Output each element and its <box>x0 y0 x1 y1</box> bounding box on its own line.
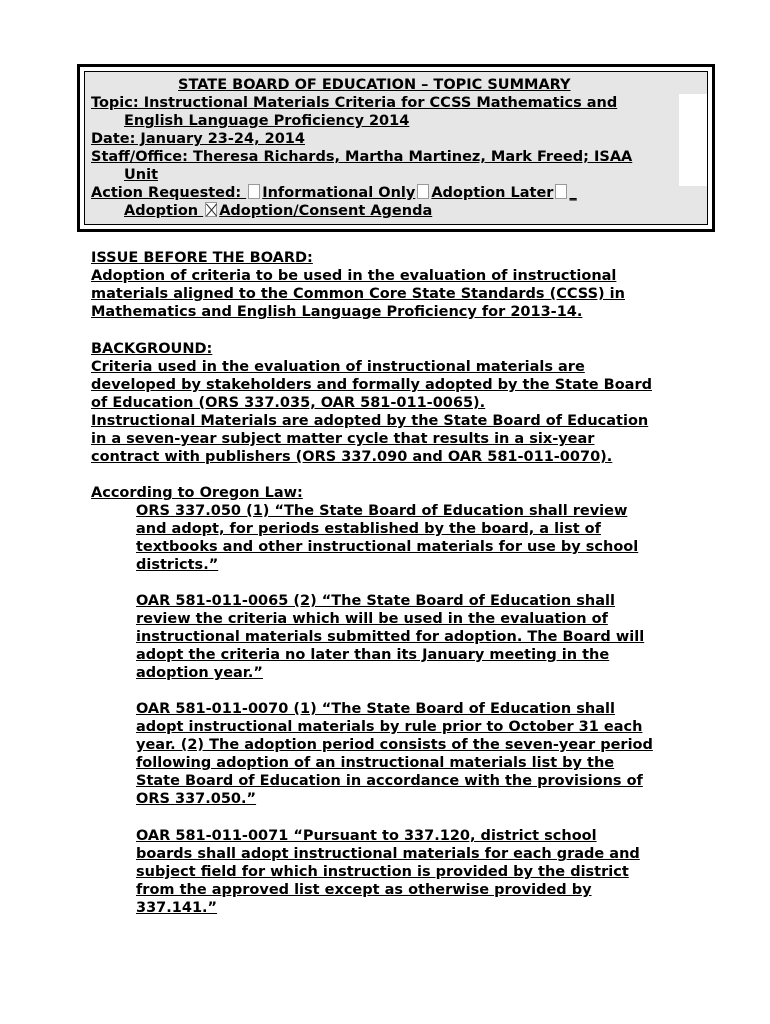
adoption-checkbox[interactable] <box>555 184 567 199</box>
topic-line-1: Topic: Instructional Materials Criteria for CCSS Mathematics and <box>91 95 618 111</box>
law-heading: According to Oregon Law: <box>91 485 303 501</box>
consent-agenda-checkbox[interactable] <box>205 202 217 217</box>
issue-line: Adoption of criteria to be used in the evaluation of instructional <box>91 268 617 284</box>
staff-line-1: Staff/Office: Theresa Richards, Martha Martinez, Mark Freed; ISAA <box>91 149 633 165</box>
adoption-later-label: Adoption Later <box>431 185 554 201</box>
law-quote-line: textbooks and other instructional materials for use by school <box>136 539 639 555</box>
staff-line-2: Unit <box>124 167 158 183</box>
law-quote-line: 337.141.” <box>136 900 218 916</box>
law-quote-line: ORS 337.050.” <box>136 791 257 807</box>
topic-line-2: English Language Proficiency 2014 <box>124 113 410 129</box>
law-quote-line: boards shall adopt instructional materials for each grade and <box>136 846 640 862</box>
background-line: developed by stakeholders and formally adopted by the State Board <box>91 377 652 393</box>
law-quote-line: adopt the criteria no later than its January meeting in the <box>136 647 610 663</box>
law-quote-line: and adopt, for periods established by the board, a list of <box>136 521 601 537</box>
adoption-later-checkbox[interactable] <box>417 184 429 199</box>
law-quote-line: OAR 581-011-0065 (2) “The State Board of Education shall <box>136 593 615 609</box>
informational-label: Informational Only <box>262 185 416 201</box>
law-quote-line: instructional materials submitted for adoption. The Board will <box>136 629 645 645</box>
background-line: Instructional Materials are adopted by the State Board of Education <box>91 413 649 429</box>
background-line: contract with publishers (ORS 337.090 and OAR 581-011-0070). <box>91 449 613 465</box>
law-quote-line: adopt instructional materials by rule prior to October 31 each <box>136 719 643 735</box>
law-quote-line: ORS 337.050 (1) “The State Board of Education shall review <box>136 503 628 519</box>
background-heading: BACKGROUND: <box>91 341 213 357</box>
consent-agenda-label: Adoption/Consent Agenda <box>219 203 433 219</box>
issue-heading: ISSUE BEFORE THE BOARD: <box>91 250 313 266</box>
action-requested-label: Action Requested: <box>91 185 247 201</box>
law-quote-line: OAR 581-011-0071 “Pursuant to 337.120, district school <box>136 828 597 844</box>
law-quote-line: adoption year.” <box>136 665 263 681</box>
background-line: Criteria used in the evaluation of instructional materials are <box>91 359 585 375</box>
summary-title: STATE BOARD OF EDUCATION – TOPIC SUMMARY <box>178 77 571 93</box>
law-quote-line: review the criteria which will be used in the evaluation of <box>136 611 608 627</box>
law-quote-line: subject field for which instruction is provided by the district <box>136 864 629 880</box>
date-line: Date: January 23-24, 2014 <box>91 131 305 147</box>
law-quote-line: districts.” <box>136 557 219 573</box>
background-line: of Education (ORS 337.035, OAR 581-011-0065). <box>91 395 486 411</box>
adoption-label: Adoption <box>124 203 204 219</box>
law-quote-line: State Board of Education in accordance with the provisions of <box>136 773 643 789</box>
law-quote-line: OAR 581-011-0070 (1) “The State Board of Education shall <box>136 701 615 717</box>
law-quote-line: year. (2) The adoption period consists of the seven-year period <box>136 737 653 753</box>
law-quote-line: following adoption of an instructional materials list by the <box>136 755 615 771</box>
issue-line: Mathematics and English Language Proficiency for 2013-14. <box>91 304 583 320</box>
issue-line: materials aligned to the Common Core State Standards (CCSS) in <box>91 286 625 302</box>
adoption-trail: _ <box>569 185 577 201</box>
law-quote-line: from the approved list except as otherwise provided by <box>136 882 592 898</box>
action-requested-line <box>91 184 577 202</box>
informational-checkbox[interactable] <box>248 184 260 199</box>
background-line: in a seven-year subject matter cycle that results in a six-year <box>91 431 595 447</box>
action-requested-line-2 <box>124 202 432 220</box>
